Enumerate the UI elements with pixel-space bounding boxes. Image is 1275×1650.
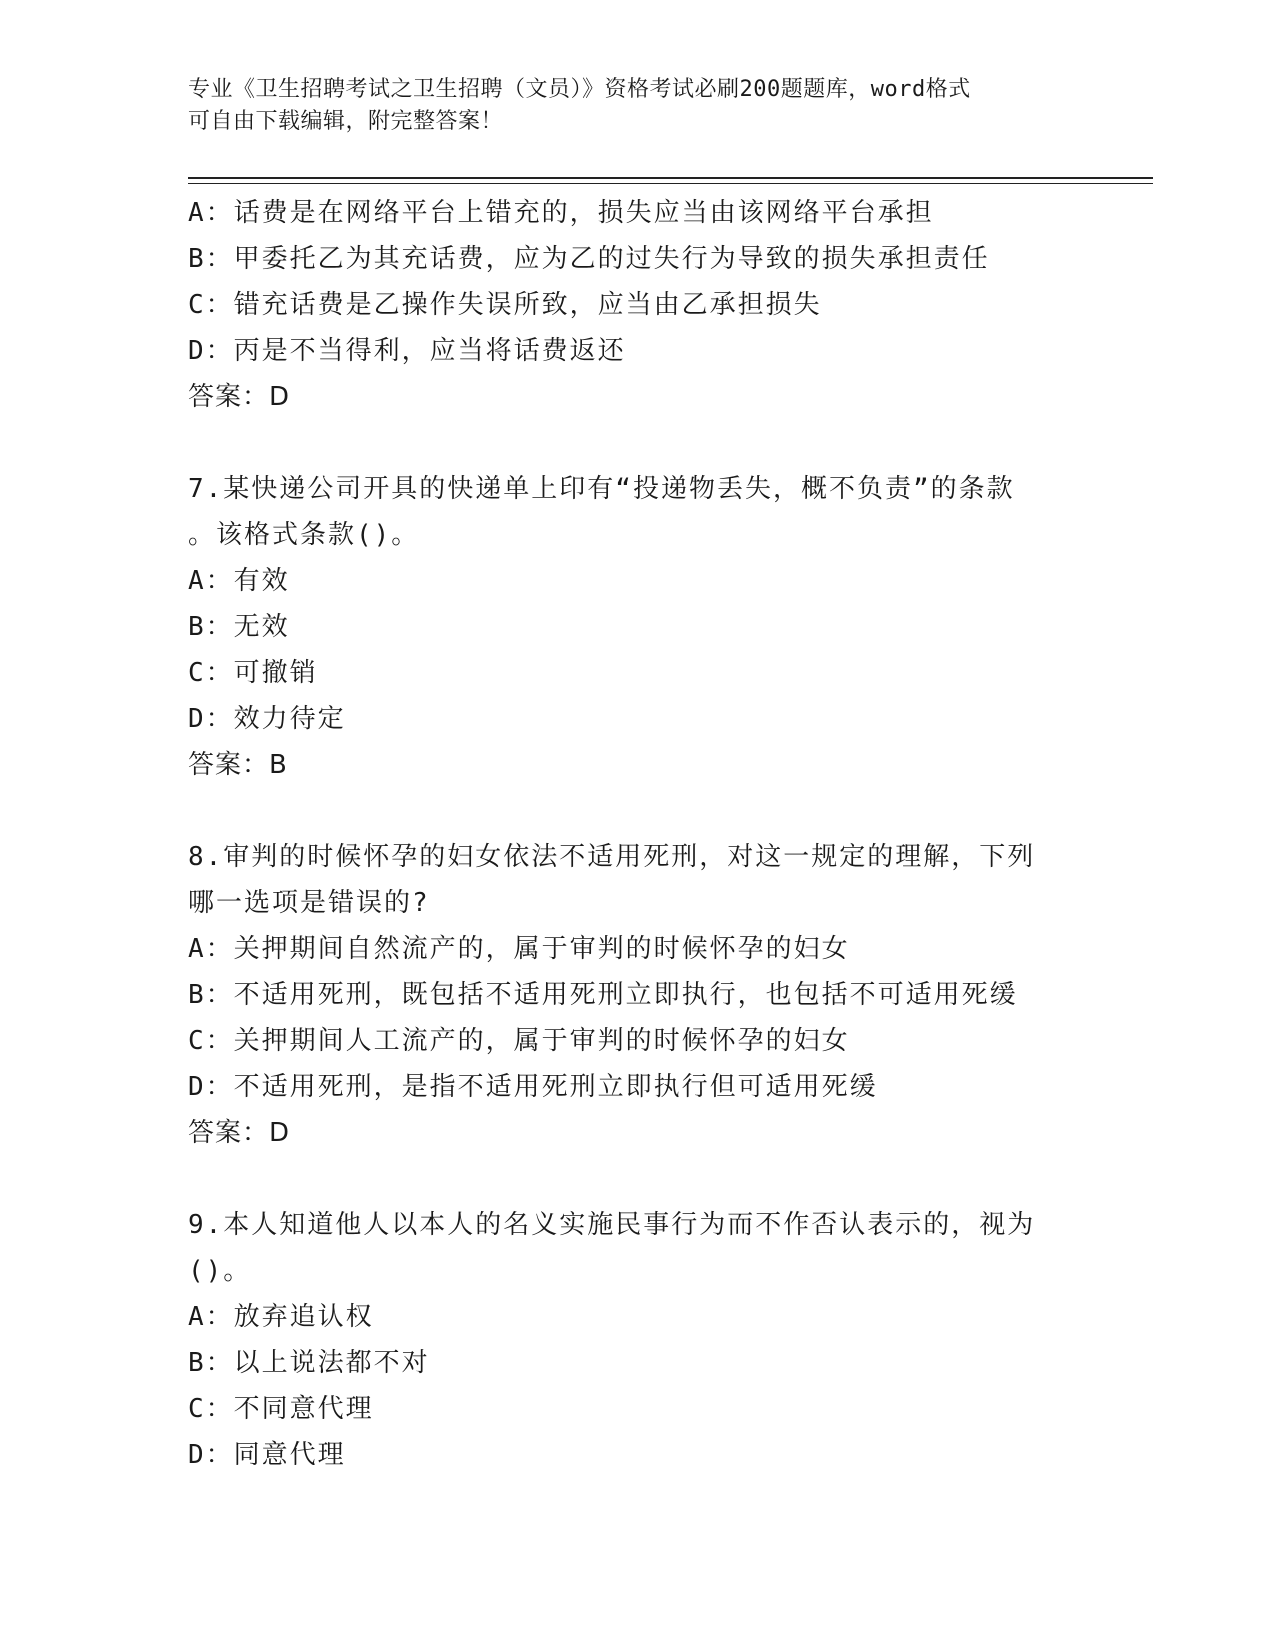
option-b: B：甲委托乙为其充话费，应为乙的过失行为导致的损失承担责任	[188, 244, 990, 274]
answer: 答案：D	[188, 1118, 291, 1148]
option-c: C：错充话费是乙操作失误所致，应当由乙承担损失	[188, 290, 822, 320]
option-d: D：同意代理	[188, 1440, 346, 1470]
option-a: A：放弃追认权	[188, 1302, 374, 1332]
question-title-line-2: ()。	[188, 1256, 252, 1286]
spacer	[188, 1156, 1088, 1202]
question-6	[188, 190, 1088, 420]
option-c: C：可撤销	[188, 658, 318, 688]
document-header	[188, 74, 1068, 138]
question-title-line-1: 9.本人知道他人以本人的名义实施民事行为而不作否认表示的，视为	[188, 1210, 1036, 1240]
answer: 答案：D	[188, 382, 291, 412]
option-d: D：效力待定	[188, 704, 346, 734]
option-b: B：无效	[188, 612, 290, 642]
question-title-line-2: 哪一选项是错误的?	[188, 888, 430, 918]
question-title-line-1: 7.某快递公司开具的快递单上印有“投递物丢失，概不负责”的条款	[188, 474, 1015, 504]
question-title-line-2: 。该格式条款()。	[188, 520, 420, 550]
option-a: A：话费是在网络平台上错充的，损失应当由该网络平台承担	[188, 198, 934, 228]
option-c: C：不同意代理	[188, 1394, 374, 1424]
option-a: A：关押期间自然流产的，属于审判的时候怀孕的妇女	[188, 934, 850, 964]
question-content	[188, 190, 1088, 1478]
question-title-line-1: 8.审判的时候怀孕的妇女依法不适用死刑，对这一规定的理解，下列	[188, 842, 1036, 872]
header-line-1: 专业《卫生招聘考试之卫生招聘（文员）》资格考试必刷200题题库，word格式	[188, 77, 971, 102]
header-divider-thick	[188, 177, 1153, 179]
question-7	[188, 466, 1088, 788]
option-d: D：不适用死刑，是指不适用死刑立即执行但可适用死缓	[188, 1072, 878, 1102]
question-9	[188, 1202, 1088, 1478]
spacer	[188, 788, 1088, 834]
option-b: B：以上说法都不对	[188, 1348, 430, 1378]
answer: 答案：B	[188, 750, 288, 780]
spacer	[188, 420, 1088, 466]
header-line-2: 可自由下载编辑，附完整答案！	[188, 109, 504, 134]
option-c: C：关押期间人工流产的，属于审判的时候怀孕的妇女	[188, 1026, 850, 1056]
question-8	[188, 834, 1088, 1156]
option-b: B：不适用死刑，既包括不适用死刑立即执行，也包括不可适用死缓	[188, 980, 1018, 1010]
header-divider-thin	[188, 183, 1153, 184]
option-a: A：有效	[188, 566, 290, 596]
option-d: D：丙是不当得利，应当将话费返还	[188, 336, 626, 366]
